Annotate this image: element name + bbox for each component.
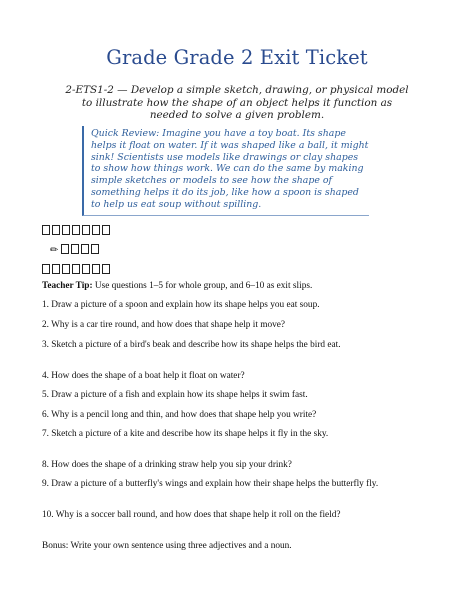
question-2: 2. Why is a car tire round, and how does that shape help it move? bbox=[42, 320, 286, 330]
question-8: 8. How does the shape of a drinking straw help you sip your drink? bbox=[42, 460, 292, 470]
teacher-tip-text: Use questions 1–5 for whole group, and 6–10 as exit slips. bbox=[92, 281, 313, 291]
placeholder-box-icon bbox=[71, 244, 79, 254]
bonus-question: Bonus: Write your own sentence using three adjectives and a noun. bbox=[42, 541, 292, 551]
placeholder-box-icon bbox=[92, 225, 100, 235]
question-7: 7. Sketch a picture of a kite and describe how its shape helps it fly in the sky. bbox=[42, 429, 329, 439]
placeholder-box-icon bbox=[92, 264, 100, 274]
placeholder-box-icon bbox=[102, 264, 110, 274]
question-5: 5. Draw a picture of a fish and explain how its shape helps it swim fast. bbox=[42, 390, 308, 400]
standard-description: 2-ETS1-2 — Develop a simple sketch, drawing, or physical model to illustrate how the shape of an object helps it function as needed to solve a given problem. bbox=[65, 84, 409, 122]
missing-glyph-row-1 bbox=[42, 225, 112, 237]
placeholder-box-icon bbox=[52, 264, 60, 274]
question-1: 1. Draw a picture of a spoon and explain how its shape helps you eat soup. bbox=[42, 300, 320, 310]
placeholder-box-icon bbox=[61, 244, 69, 254]
teacher-tip bbox=[42, 281, 437, 292]
placeholder-box-icon bbox=[62, 264, 70, 274]
placeholder-box-icon bbox=[62, 225, 70, 235]
question-4: 4. How does the shape of a boat help it float on water? bbox=[42, 371, 245, 381]
question-6: 6. Why is a pencil long and thin, and how does that shape help you write? bbox=[42, 410, 317, 420]
placeholder-box-icon bbox=[42, 264, 50, 274]
pencil-icon: ✏ bbox=[50, 245, 60, 256]
question-3: 3. Sketch a picture of a bird's beak and describe how its shape helps the bird eat. bbox=[42, 340, 341, 350]
placeholder-box-icon bbox=[72, 225, 80, 235]
question-10: 10. Why is a soccer ball round, and how does that shape help it roll on the field? bbox=[42, 510, 341, 520]
missing-glyph-row-3 bbox=[42, 264, 112, 276]
question-9: 9. Draw a picture of a butterfly's wings and explain how their shape helps the butterfly fly. bbox=[42, 479, 379, 489]
placeholder-box-icon bbox=[102, 225, 110, 235]
placeholder-box-icon bbox=[91, 244, 99, 254]
placeholder-box-icon bbox=[82, 264, 90, 274]
quick-review-callout: Quick Review: Imagine you have a toy boat. Its shape helps it float on water. If it was shaped like a ball, it might sink! Scientists use models like drawings or clay shapes to show how things work. We can do the same by making simple sketches or models to see how the shape of something helps it do its job, like how a spoon is shaped to help us eat soup without spilling. bbox=[82, 126, 369, 216]
teacher-tip-label: Teacher Tip: bbox=[42, 281, 93, 291]
missing-glyph-row-2 bbox=[50, 244, 101, 256]
placeholder-box-icon bbox=[81, 244, 89, 254]
placeholder-box-icon bbox=[82, 225, 90, 235]
placeholder-box-icon bbox=[72, 264, 80, 274]
page-title: Grade Grade 2 Exit Ticket bbox=[106, 46, 368, 69]
placeholder-box-icon bbox=[42, 225, 50, 235]
placeholder-box-icon bbox=[52, 225, 60, 235]
